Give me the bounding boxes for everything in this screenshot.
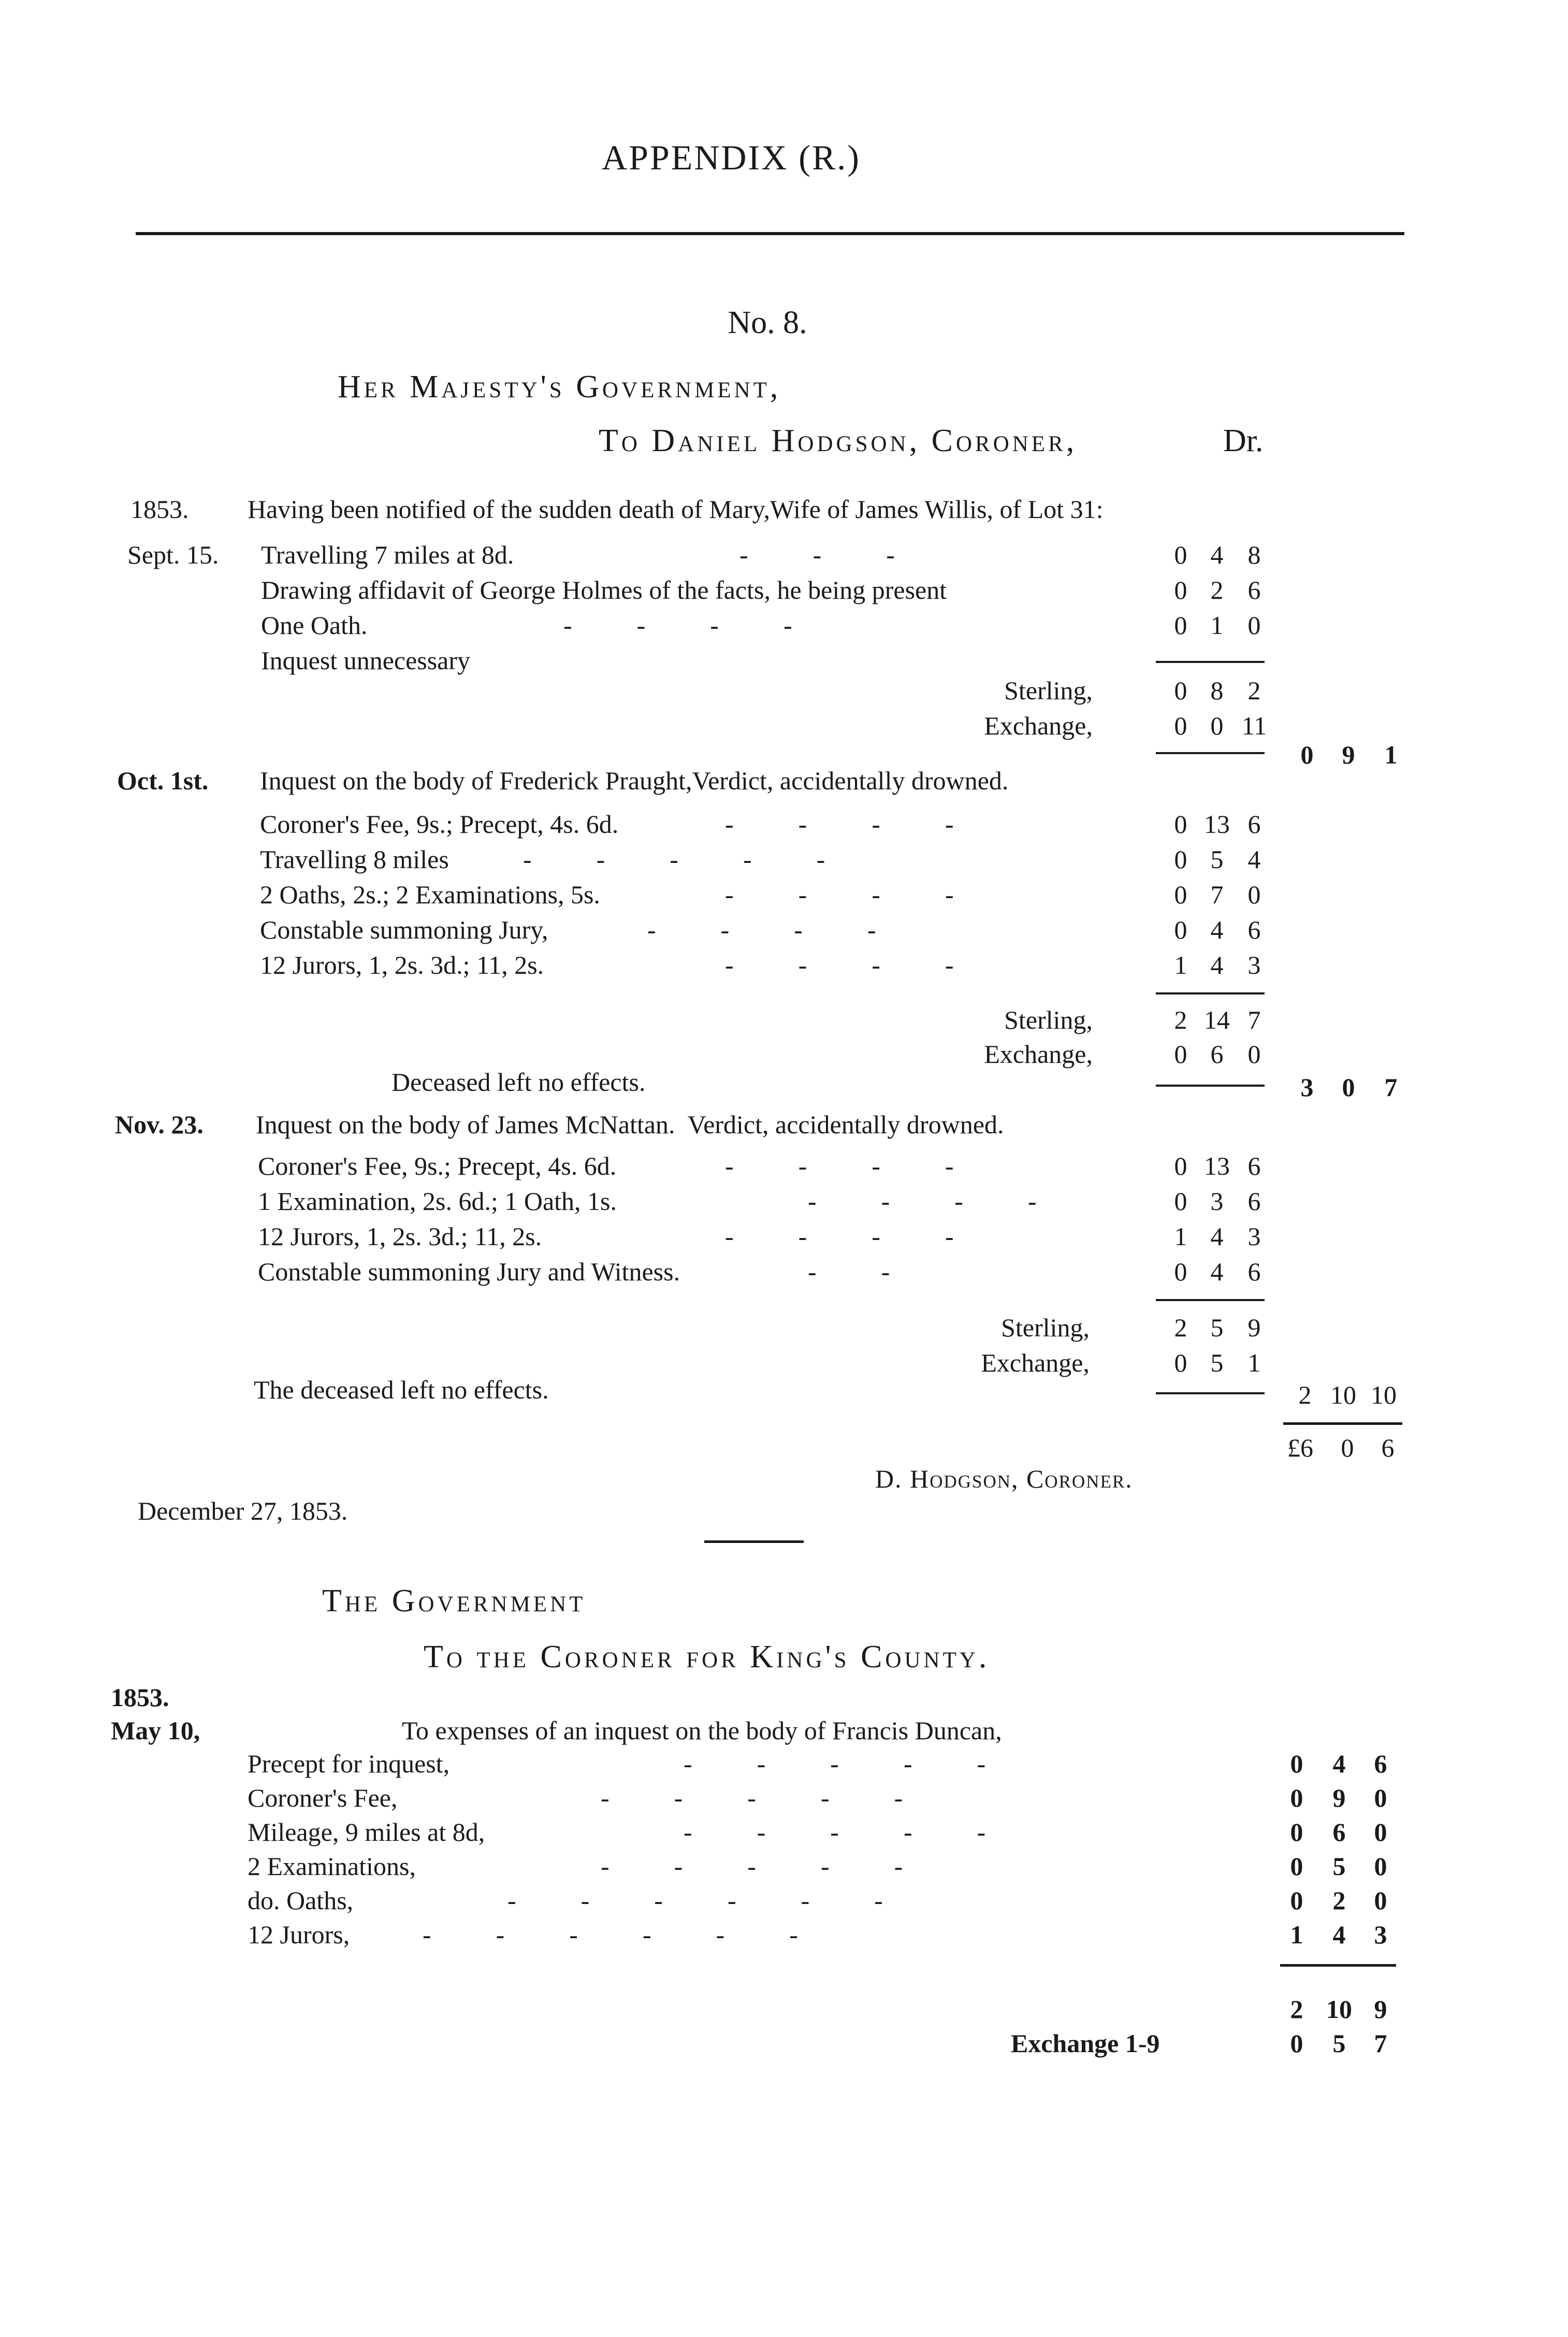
title-rule [136,232,1404,235]
total-shillings: 0 [1342,1073,1355,1102]
sterling-pence: 2 [1247,676,1261,705]
entry-date: May 10, [111,1716,200,1745]
sum-rule [1156,1299,1265,1301]
leader-dashes: - - - - - [684,1749,986,1778]
account-intro: Having been notified of the sudden death of Mary,Wife of James Willis, of Lot 31: [248,495,1104,524]
account-date: December 27, 1853. [138,1496,348,1525]
entry-date: Nov. 23. [115,1110,204,1139]
leader-dashes: - - - - [725,1151,954,1180]
amount-shillings: 4 [1210,1222,1224,1251]
leader-dashes: - - - - - - [423,1920,798,1949]
amount-pounds: 0 [1174,845,1187,874]
subtotal-rule [1280,1964,1396,1967]
item-label: Coroner's Fee, 9s.; Precept, 4s. 6d. [258,1151,617,1180]
coroner-signature: D. Hodgson, Coroner. [875,1464,1133,1493]
account-heading-payee: To Daniel Hodgson, Coroner, [599,423,1078,458]
exchange-pounds: 0 [1290,2029,1303,2058]
item-label: 12 Jurors, 1, 2s. 3d.; 11, 2s. [258,1222,542,1251]
amount-shillings: 13 [1204,1151,1230,1180]
exchange-shillings: 5 [1210,1348,1224,1377]
total-pounds: 2 [1298,1380,1312,1409]
amount-pounds: 0 [1174,880,1187,909]
amount-pounds: 0 [1290,1783,1303,1812]
leader-dashes: - - - - [725,950,954,979]
account-heading-payer: Her Majesty's Government, [338,369,781,405]
leader-dashes: - - - - - [684,1817,986,1846]
amount-pounds: 0 [1290,1886,1303,1915]
grand-total-pence: 6 [1381,1433,1395,1462]
item-label: Inquest unnecessary [261,646,471,675]
entry-note: The deceased left no effects. [254,1375,549,1404]
amount-pounds: 0 [1290,1817,1303,1846]
subtotal-pounds: 2 [1290,1995,1303,2024]
leader-dashes: - - - - [725,880,954,909]
amount-pounds: 1 [1174,1222,1187,1251]
sterling-pence: 7 [1247,1005,1261,1034]
amount-shillings: 4 [1332,1749,1346,1778]
item-label: 1 Examination, 2s. 6d.; 1 Oath, 1s. [258,1187,617,1216]
amount-pence: 6 [1247,1151,1261,1180]
amount-pence: 6 [1247,915,1261,944]
debit-label: Dr. [1223,423,1264,458]
amount-shillings: 2 [1332,1886,1346,1915]
amount-shillings: 5 [1210,845,1224,874]
leader-dashes: - - - - [725,1222,954,1251]
entry-date: Oct. 1st. [117,766,209,795]
amount-pounds: 0 [1174,611,1187,640]
item-label: One Oath. [261,611,368,640]
exchange-pounds: 0 [1174,1348,1187,1377]
amount-shillings: 3 [1210,1187,1224,1216]
total-pounds: 3 [1300,1073,1314,1102]
amount-pounds: 1 [1174,950,1187,979]
total-pence: 10 [1371,1380,1397,1409]
sterling-shillings: 8 [1210,676,1224,705]
exchange-pence: 0 [1247,1040,1261,1069]
leader-dashes: - - - - [808,1187,1037,1216]
amount-pence: 0 [1247,611,1261,640]
item-label: Constable summoning Jury, [260,915,548,944]
grand-total-shillings: 0 [1341,1433,1354,1462]
item-label: Coroner's Fee, 9s.; Precept, 4s. 6d. [260,810,619,839]
exchange-pounds: 0 [1174,711,1187,740]
account2-heading-payer: The Government [322,1583,586,1619]
entry-title: Inquest on the body of James McNattan. Verdict, accidentally drowned. [256,1110,1004,1139]
amount-pence: 6 [1247,810,1261,839]
amount-shillings: 4 [1210,1257,1224,1286]
amount-pounds: 0 [1174,810,1187,839]
item-label: Travelling 7 miles at 8d. [261,540,514,569]
sterling-shillings: 14 [1204,1005,1230,1034]
leader-dashes: - - - - - [601,1783,903,1812]
item-label: 2 Oaths, 2s.; 2 Examinations, 5s. [260,880,600,909]
exchange-pounds: 0 [1174,1040,1187,1069]
amount-pounds: 0 [1174,1151,1187,1180]
page-title: APPENDIX (R.) [602,138,861,177]
total-rule [1156,1085,1265,1087]
exchange-shillings: 6 [1210,1040,1224,1069]
amount-pounds: 0 [1174,1257,1187,1286]
total-shillings: 9 [1342,740,1355,769]
amount-pence: 3 [1247,950,1261,979]
amount-shillings: 4 [1210,915,1224,944]
leader-dashes: - - - - [563,611,792,640]
leader-dashes: - - - - - [523,845,825,874]
amount-pounds: 1 [1290,1920,1303,1949]
amount-pence: 8 [1247,540,1261,569]
leader-dashes: - - - - - [601,1852,903,1881]
subtotal-shillings: 10 [1326,1995,1352,2024]
total-rule [1156,752,1265,754]
amount-pence: 0 [1374,1852,1387,1881]
sum-rule [1156,992,1265,994]
amount-shillings: 4 [1210,540,1224,569]
item-label: Coroner's Fee, [248,1783,398,1812]
amount-pence: 0 [1247,880,1261,909]
leader-dashes: - - - - - - [507,1886,883,1915]
total-pounds: 0 [1300,740,1314,769]
exchange-label: Exchange 1-9 [1011,2029,1160,2058]
account-number: No. 8. [728,305,807,340]
account2-intro: To expenses of an inquest on the body of Francis Duncan, [402,1716,1002,1745]
amount-shillings: 1 [1210,611,1224,640]
exchange-shillings: 5 [1332,2029,1346,2058]
sterling-label: Sterling, [1004,676,1093,705]
amount-pence: 0 [1374,1886,1387,1915]
sum-rule [1156,661,1265,663]
sterling-shillings: 5 [1210,1313,1224,1342]
item-label: Drawing affidavit of George Holmes of the facts, he being present [261,575,947,604]
amount-shillings: 6 [1332,1817,1346,1846]
exchange-shillings: 0 [1210,711,1224,740]
entry-title: Inquest on the body of Frederick Praught,Verdict, accidentally drowned. [260,766,1009,795]
amount-shillings: 9 [1332,1783,1346,1812]
item-label: do. Oaths, [248,1886,354,1915]
amount-shillings: 5 [1332,1852,1346,1881]
item-label: 2 Examinations, [248,1852,416,1881]
account2-heading-payee: To the Coroner for King's County. [424,1639,990,1675]
exchange-pence: 7 [1374,2029,1387,2058]
amount-shillings: 2 [1210,575,1224,604]
amount-pounds: 0 [1290,1852,1303,1881]
total-pence: 1 [1384,740,1398,769]
amount-pounds: 0 [1174,540,1187,569]
sterling-label: Sterling, [1004,1005,1093,1034]
grand-total-rule [1283,1422,1402,1425]
amount-pence: 3 [1247,1222,1261,1251]
leader-dashes: - - - - [647,915,876,944]
item-label: 12 Jurors, 1, 2s. 3d.; 11, 2s. [260,950,544,979]
amount-pence: 6 [1247,1257,1261,1286]
entry-date: Sept. 15. [127,540,219,569]
leader-dashes: - - - - [725,810,954,839]
item-label: Mileage, 9 miles at 8d, [248,1817,485,1846]
item-label: Constable summoning Jury and Witness. [258,1257,680,1286]
grand-total-pounds: £6 [1287,1433,1313,1462]
amount-pounds: 0 [1174,575,1187,604]
amount-pence: 6 [1374,1749,1387,1778]
exchange-pence: 11 [1241,711,1267,740]
amount-pence: 0 [1374,1783,1387,1812]
amount-pounds: 0 [1290,1749,1303,1778]
exchange-pence: 1 [1247,1348,1261,1377]
amount-pence: 6 [1247,1187,1261,1216]
item-label: Precept for inquest, [248,1749,450,1778]
subtotal-pence: 9 [1374,1995,1387,2024]
exchange-label: Exchange, [984,1040,1093,1069]
amount-pounds: 0 [1174,1187,1187,1216]
total-pence: 7 [1384,1073,1398,1102]
amount-shillings: 7 [1210,880,1224,909]
total-shillings: 10 [1330,1380,1356,1409]
exchange-label: Exchange, [984,711,1093,740]
year-label: 1853. [111,1683,169,1712]
amount-shillings: 4 [1332,1920,1346,1949]
section-divider [704,1540,804,1543]
total-rule [1156,1392,1265,1394]
sterling-pounds: 0 [1174,676,1187,705]
year-label: 1853. [130,495,189,524]
sterling-pence: 9 [1247,1313,1261,1342]
amount-shillings: 13 [1204,810,1230,839]
sterling-label: Sterling, [1001,1313,1090,1342]
leader-dashes: - - - [739,540,895,569]
amount-pounds: 0 [1174,915,1187,944]
sterling-pounds: 2 [1174,1313,1187,1342]
item-label: Travelling 8 miles [260,845,449,874]
amount-pence: 4 [1247,845,1261,874]
exchange-label: Exchange, [981,1348,1090,1377]
leader-dashes: - - [808,1257,890,1286]
amount-shillings: 4 [1210,950,1224,979]
amount-pence: 6 [1247,575,1261,604]
entry-note: Deceased left no effects. [391,1067,646,1097]
amount-pence: 3 [1374,1920,1387,1949]
sterling-pounds: 2 [1174,1005,1187,1034]
amount-pence: 0 [1374,1817,1387,1846]
item-label: 12 Jurors, [248,1920,350,1949]
